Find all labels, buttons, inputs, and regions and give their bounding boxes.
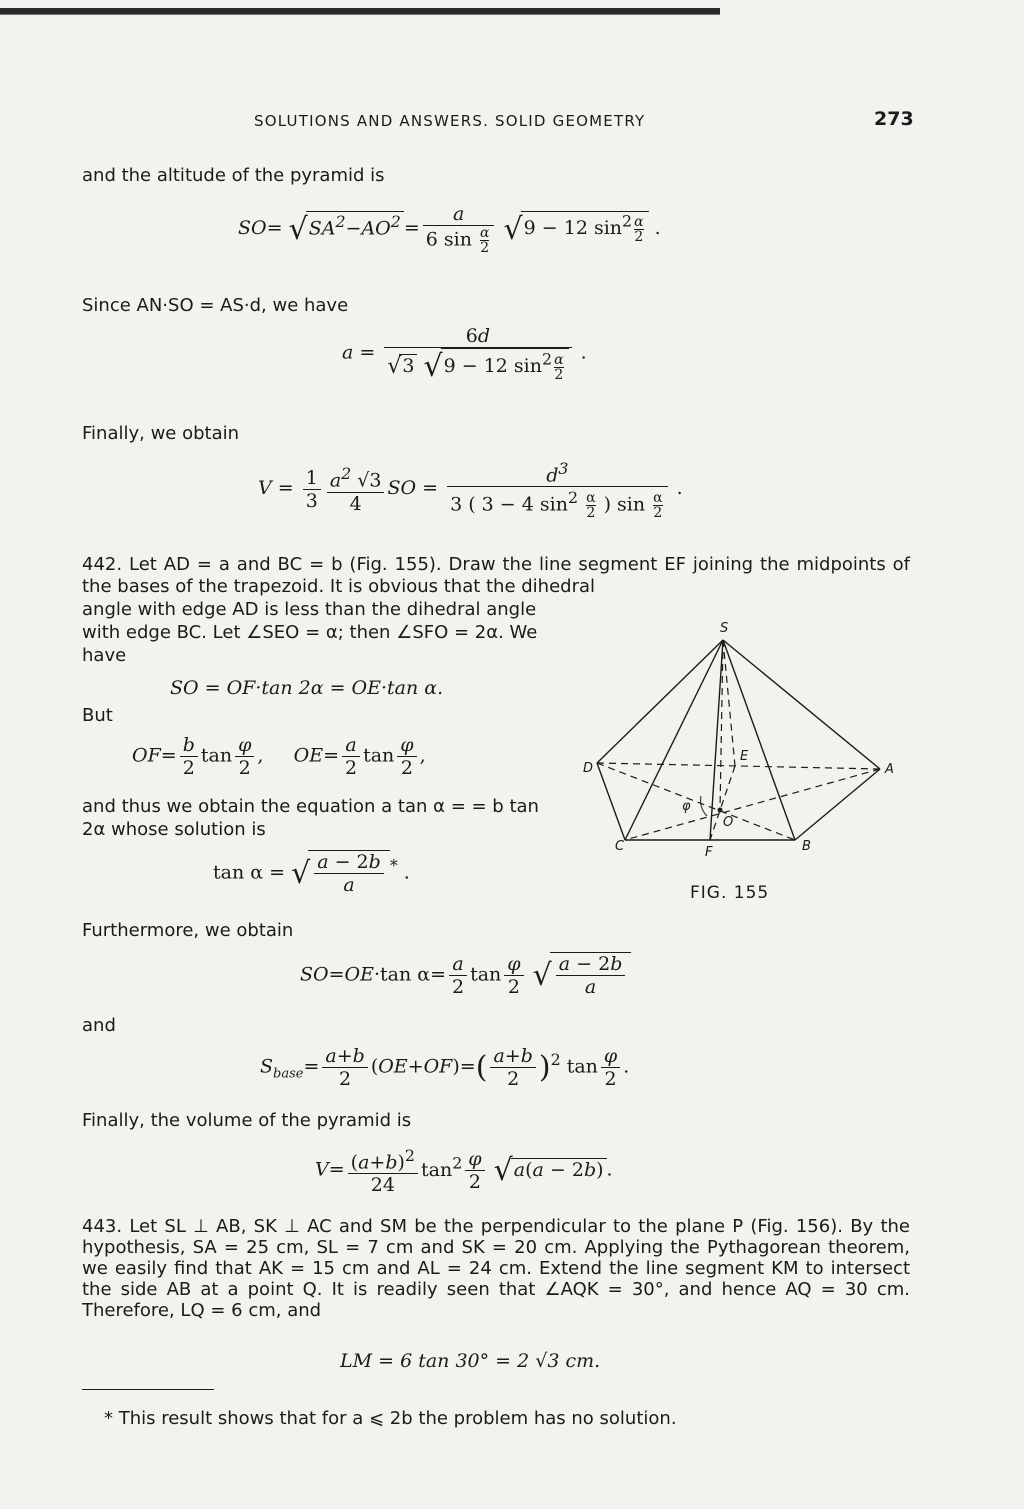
- equation-SO: $SO= √SA^2-AO^2$ = a 6 sin $\frac{\alpha}{2}$ √9 − 12 $\sin^2$ $\frac{\alpha}{2}$ .: [238, 203, 661, 256]
- paragraph-finally: Finally, we obtain: [82, 423, 240, 444]
- edge-DA: [597, 763, 880, 769]
- label-O: O: [723, 815, 734, 830]
- paragraph-442-intro: 442. Let AD = a and BC = b (Fig. 155). Draw the line segment EF joining the midpoints of the bases of the trapezoid. It is obvious that the dihedral: [82, 554, 910, 597]
- footnote: * This result shows that for a ⩽ 2b the problem has no solution.: [104, 1408, 677, 1429]
- edge-SD: [597, 640, 723, 763]
- equation-V1: V = $\frac{1}{3}$ $\frac{a^2 √3}{4}$ SO = $d^3$ 3 ( 3 − 4 $\sin^2$ $\frac{\alpha}{2}$ ) sin $\frac{\alpha}{2}$ .: [258, 459, 683, 522]
- label-S: S: [720, 621, 729, 636]
- label-phi: φ: [682, 799, 691, 814]
- paragraph-442-dihedral: angle with edge AD is less than the dihedral angle with edge BC. Let ∠SEO = α; then ∠SFO = 2α. We have: [82, 599, 538, 666]
- paragraph-since: Since AN·SO = AS·d, we have: [82, 295, 349, 316]
- edge-DC: [597, 763, 625, 840]
- figure-155-pyramid: [575, 618, 915, 868]
- word-and: and: [82, 1015, 116, 1036]
- top-border-thin: [0, 14, 720, 15]
- angle-phi-arc: [701, 796, 707, 816]
- word-but: But: [82, 705, 113, 726]
- edge-BA: [795, 769, 880, 840]
- label-B: B: [802, 839, 811, 854]
- equation-OF-OE: OF= $\frac{b}{2}$ tan $\frac{\varphi}{2}$ , OE= $\frac{a}{2}$ tan $\frac{\varphi}{2}$ ,: [132, 734, 426, 779]
- label-E: E: [740, 749, 749, 764]
- running-head: SOLUTIONS AND ANSWERS. SOLID GEOMETRY: [254, 112, 646, 130]
- page-header: [0, 108, 1024, 136]
- equation-V2: V= $\frac{(a+b)^2}{24}$ $\tan^2$ $\frac{\varphi}{2}$ √a(a − 2b) .: [315, 1146, 613, 1197]
- footnote-rule: [82, 1389, 214, 1390]
- label-A: A: [885, 762, 894, 777]
- label-C: C: [615, 839, 625, 854]
- equation-SO-OE: SO=OE·tan α= $\frac{a}{2}$ tan $\frac{\varphi}{2}$ √ $\frac{a - 2b}{a}$: [300, 952, 631, 998]
- equation-LM: LM = 6 tan 30° = 2 √3 cm.: [340, 1350, 601, 1372]
- edge-SC: [625, 640, 723, 840]
- paragraph-443: 443. Let SL ⊥ AB, SK ⊥ AC and SM be the perpendicular to the plane P (Fig. 156). By the hypothesis, SA = 25 cm, SL = 7 cm and SK = 20 cm. Applying the Pythagorean theorem, we easily find that AK = 15 cm and AL = 24 cm. Extend the line segment KM to intersect the side AB at a point Q. It is readily seen that ∠AQK = 30°, and hence AQ = 30 cm. Therefore, LQ = 6 cm, and: [82, 1216, 910, 1321]
- label-D: D: [583, 761, 594, 776]
- diagonal-AC: [625, 769, 880, 840]
- equation-a: a = 6d √3 √9 − 12 $\sin^2$ $\frac{\alpha}{2}$ .: [342, 325, 587, 385]
- segment-SE: [723, 640, 735, 766]
- point-O: [718, 808, 723, 813]
- paragraph-altitude: and the altitude of the pyramid is: [82, 165, 385, 186]
- page-number: 273: [874, 108, 914, 130]
- equation-tan-alpha: tan α = √ $\frac{a - 2b}{a}$ * .: [213, 851, 410, 896]
- label-F: F: [705, 845, 713, 860]
- paragraph-equation-intro: and thus we obtain the equation a tan α = = b tan 2α whose solution is: [82, 796, 539, 840]
- diagonal-DB: [597, 763, 795, 840]
- equation-S-base: $S_{base}=$ $\frac{a+b}{2}$ (OE+OF)=( $\frac{a+b}{2}$ )$^2$ tan $\frac{\varphi}{2}$ .: [260, 1045, 630, 1090]
- equation-SO-OF: SO = OF·tan 2α = OE·tan α.: [170, 677, 444, 699]
- paragraph-volume: Finally, the volume of the pyramid is: [82, 1110, 412, 1131]
- paragraph-furthermore: Furthermore, we obtain: [82, 920, 294, 941]
- figure-caption: FIG. 155: [690, 883, 770, 903]
